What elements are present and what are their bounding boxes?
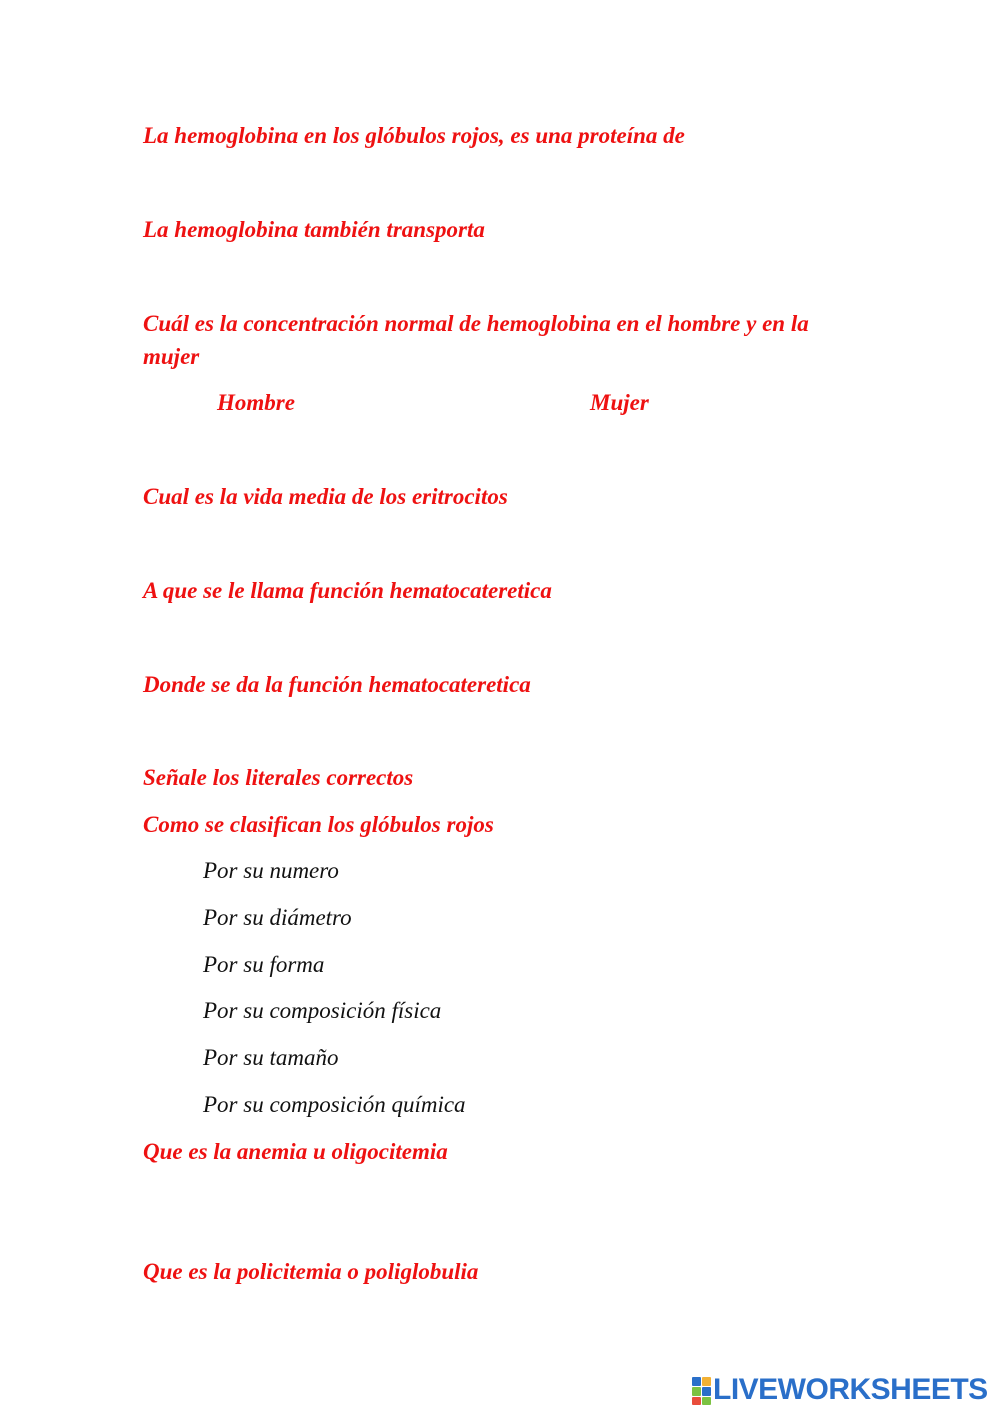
question-donde-funcion-hematocateretica: Donde se da la función hematocateretica bbox=[143, 672, 531, 697]
label-mujer: Mujer bbox=[590, 390, 649, 415]
label-hombre: Hombre bbox=[217, 390, 295, 415]
question-clasificacion-globulos-rojos: Como se clasifican los glóbulos rojos bbox=[143, 812, 494, 837]
option-tamano[interactable]: Por su tamaño bbox=[203, 1045, 339, 1070]
liveworksheets-logo-text: LIVEWORKSHEETS bbox=[713, 1373, 988, 1406]
option-composicion-quimica[interactable]: Por su composición química bbox=[203, 1092, 466, 1117]
question-anemia: Que es la anemia u oligocitemia bbox=[143, 1139, 448, 1164]
question-concentracion-hemoglobina: Cuál es la concentración normal de hemoglobina en el hombre y en la mujer bbox=[143, 311, 809, 369]
question-policitemia: Que es la policitemia o poliglobulia bbox=[143, 1259, 479, 1284]
liveworksheets-logo-icon bbox=[692, 1377, 710, 1403]
liveworksheets-logo bbox=[692, 1373, 988, 1407]
question-funcion-hematocateretica: A que se le llama función hematocateretica bbox=[143, 578, 552, 603]
option-composicion-fisica[interactable]: Por su composición física bbox=[203, 998, 442, 1023]
question-hemoglobina-transporta: La hemoglobina también transporta bbox=[143, 217, 485, 242]
question-hemoglobina-proteina: La hemoglobina en los glóbulos rojos, es una proteína de bbox=[143, 123, 685, 148]
question-vida-media-eritrocitos: Cual es la vida media de los eritrocitos bbox=[143, 484, 508, 509]
option-diametro[interactable]: Por su diámetro bbox=[203, 905, 352, 930]
option-forma[interactable]: Por su forma bbox=[203, 952, 325, 977]
option-numero[interactable]: Por su numero bbox=[203, 858, 339, 883]
instruction-senale-literales: Señale los literales correctos bbox=[143, 765, 414, 790]
